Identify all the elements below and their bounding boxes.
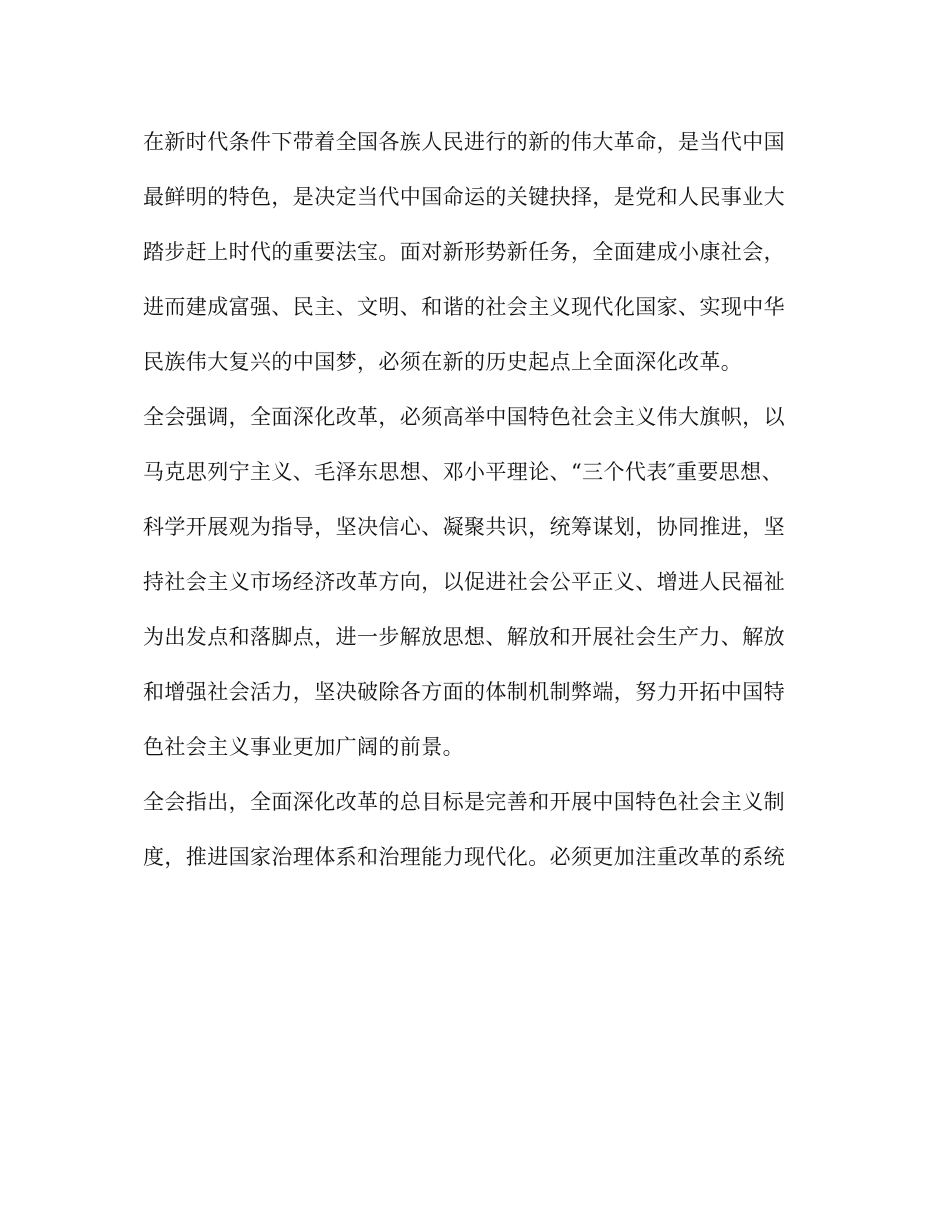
- text-line: 在新时代条件下带着全国各族人民进行的新的伟大革命，是当代中国: [143, 130, 785, 154]
- text-line: 全会强调，全面深化改革，必须高举中国特色社会主义伟大旗帜，以: [143, 405, 785, 429]
- text-line: 度，推进国家治理体系和治理能力现代化。必须更加注重改革的系统: [143, 845, 785, 869]
- text-line: 最鲜明的特色，是决定当代中国命运的关键抉择，是党和人民事业大: [143, 185, 785, 209]
- text-line: 踏步赶上时代的重要法宝。面对新形势新任务，全面建成小康社会，: [143, 240, 785, 264]
- text-line: 马克思列宁主义、毛泽东思想、邓小平理论、“三个代表″重要思想、: [143, 460, 783, 484]
- text-line: 为出发点和落脚点，进一步解放思想、解放和开展社会生产力、解放: [143, 625, 785, 649]
- text-line: 全会指出，全面深化改革的总目标是完善和开展中国特色社会主义制: [143, 790, 785, 814]
- text-line: 和增强社会活力，坚决破除各方面的体制机制弊端，努力开拓中国特: [143, 680, 785, 704]
- text-line: 科学开展观为指导，坚决信心、凝聚共识，统筹谋划，协同推进，坚: [143, 515, 785, 539]
- text-line: 持社会主义市场经济改革方向，以促进社会公平正义、增进人民福祉: [143, 570, 785, 594]
- text-line: 民族伟大复兴的中国梦，必须在新的历史起点上全面深化改革。: [143, 350, 743, 374]
- text-line: 进而建成富强、民主、文明、和谐的社会主义现代化国家、实现中华: [143, 295, 785, 319]
- document-body: [143, 120, 803, 890]
- text-line: 色社会主义事业更加广阔的前景。: [143, 735, 464, 759]
